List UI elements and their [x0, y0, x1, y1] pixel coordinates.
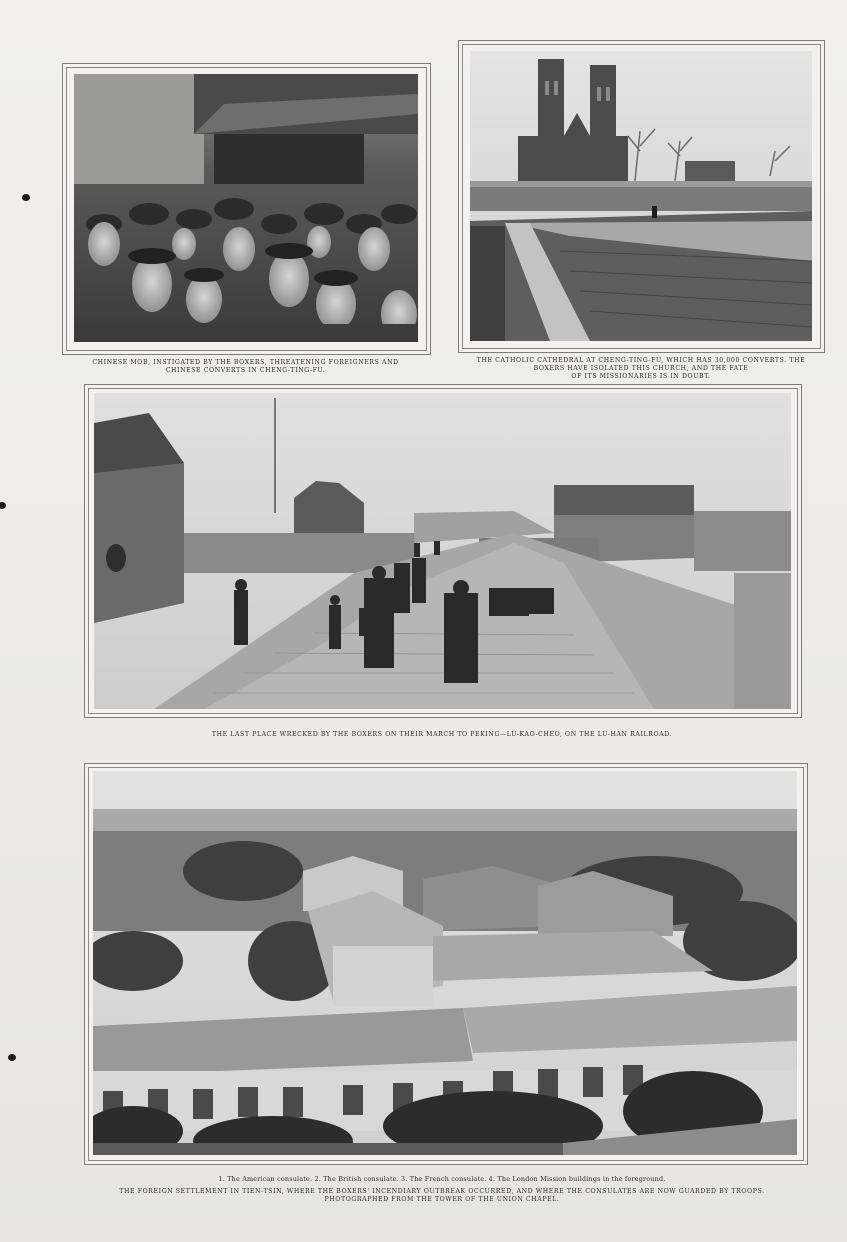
- caption-line: PHOTOGRAPHED FROM THE TOWER OF THE UNION CHAPEL.: [324, 1196, 560, 1203]
- binding-hole: [0, 502, 6, 509]
- caption-line: THE LAST PLACE WRECKED BY THE BOXERS ON THEIR MARCH TO PEKING—LU-KAO-CHEO, ON THE LU-HAN RAILROAD.: [211, 731, 673, 738]
- photo-lu-kao-cheo: [94, 393, 791, 709]
- caption-tien-tsin: [84, 1188, 800, 1204]
- caption-line: CHINESE MOB, INSTIGATED BY THE BOXERS, THREATENING FOREIGNERS AND: [92, 359, 399, 366]
- caption-lu-kao-cheo: [84, 731, 800, 739]
- caption-chinese-mob: [62, 359, 429, 375]
- caption-line: OF ITS MISSIONARIES IS IN DOUBT.: [571, 373, 711, 380]
- photo-catholic-cathedral: [470, 51, 812, 341]
- photo-chinese-mob: [74, 74, 418, 342]
- caption-line: THE FOREIGN SETTLEMENT IN TIEN-TSIN, WHERE THE BOXERS' INCENDIARY OUTBREAK OCCURRED, AND WHERE THE CONSULATES ARE NOW GUARDED BY TROOPS.: [119, 1188, 765, 1195]
- photo-tien-tsin-settlement: [93, 771, 797, 1155]
- photo-legend-tien-tsin: 1. The American consulate. 2. The British consulate. 3. The French consulate. 4. The London Mission buildings in the foreground.: [218, 1175, 666, 1183]
- binding-hole: [22, 194, 30, 201]
- binding-hole: [8, 1054, 16, 1061]
- caption-catholic-cathedral: [460, 357, 822, 381]
- caption-line: BOXERS HAVE ISOLATED THIS CHURCH, AND THE FATE: [533, 365, 749, 372]
- caption-line: THE CATHOLIC CATHEDRAL AT CHENG-TING-FU, WHICH HAS 30,000 CONVERTS. THE: [476, 357, 806, 364]
- caption-line: CHINESE CONVERTS IN CHENG-TING-FU.: [165, 367, 326, 374]
